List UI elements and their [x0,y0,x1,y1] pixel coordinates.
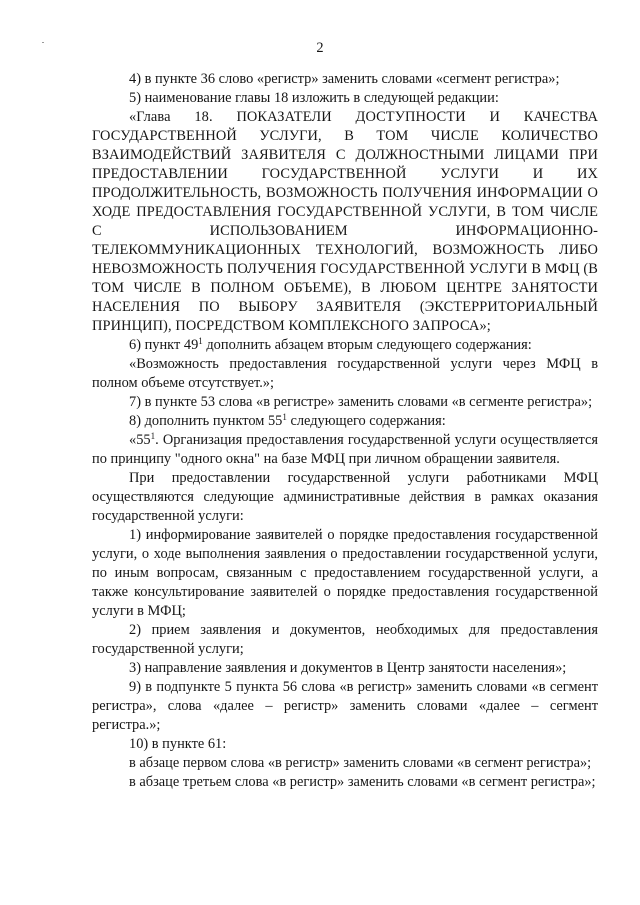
item-9: 9) в подпункте 5 пункта 56 слова «в регистр» заменить словами «в сегмент регистра», слова «далее – регистр» заменить словами «далее – сегмент регистра.»; [92,679,598,733]
item-8-quote: «$55^1$. Организация предоставления государственной услуги осуществляется по принципу "одного окна" на базе МФЦ при личном обращении заявителя. [92,431,598,467]
page-number: 2 [316,40,324,56]
action-1: 1) информирование заявителей о порядке предоставления государственной услуги, о ходе выполнения заявления о предоставлении государственной услуги, по иным вопросам, связанным с предоставлением государственной услуги, а также консультирование заявителей о порядке предоставления государственной услуги в МФЦ; [92,527,598,619]
chapter-18-heading: «Глава 18. ПОКАЗАТЕЛИ ДОСТУПНОСТИ И КАЧЕСТВА ГОСУДАРСТВЕННОЙ УСЛУГИ, В ТОМ ЧИСЛЕ КОЛИЧЕСТВО ВЗАИМОДЕЙСТВИЙ ЗАЯВИТЕЛЯ С ДОЛЖНОСТНЫМИ ЛИЦАМИ ПРИ ПРЕДОСТАВЛЕНИИ ГОСУДАРСТВЕННОЙ УСЛУГИ И ИХ ПРОДОЛЖИТЕЛЬНОСТЬ, ВОЗМОЖНОСТЬ ПОЛУЧЕНИЯ ИНФОРМАЦИИ О ХОДЕ ПРЕДОСТАВЛЕНИЯ ГОСУДАРСТВЕННОЙ УСЛУГИ, В ТОМ ЧИСЛЕ С ИСПОЛЬЗОВАНИЕМ ИНФОРМАЦИОННО-ТЕЛЕКОММУНИКАЦИОННЫХ ТЕХНОЛОГИЙ, ВОЗМОЖНОСТЬ ЛИБО НЕВОЗМОЖНОСТЬ ПОЛУЧЕНИЯ ГОСУДАРСТВЕННОЙ УСЛУГИ В МФЦ (В ТОМ ЧИСЛЕ В ПОЛНОМ ОБЪЕМЕ), В ЛЮБОМ ЦЕНТРЕ ЗАНЯТОСТИ НАСЕЛЕНИЯ ПО ВЫБОРУ ЗАЯВИТЕЛЯ (ЭКСТЕРРИТОРИАЛЬНЫЙ ПРИНЦИП), ПОСРЕДСТВОМ КОМПЛЕКСНОГО ЗАПРОСА»; [92,109,598,334]
item-10-a: в абзаце первом слова «в регистр» заменить словами «в сегмент регистра»; [129,755,592,771]
action-3: 3) направление заявления и документов в Центр занятости населения»; [129,660,567,676]
item-5: 5) наименование главы 18 изложить в следующей редакции: [129,90,499,106]
item-8-par-2: При предоставлении государственной услуги работниками МФЦ осуществляются следующие административные действия в рамках оказания государственной услуги: [92,470,598,524]
item-6: 6) пункт $49^1$ дополнить абзацем вторым следующего содержания: [129,336,532,353]
item-6-quote: «Возможность предоставления государственной услуги через МФЦ в полном объеме отсутствует.»; [92,356,598,391]
item-10-b: в абзаце третьем слова «в регистр» заменить словами «в сегмент регистра»; [129,774,596,790]
item-7: 7) в пункте 53 слова «в регистре» заменить словами «в сегменте регистра»; [129,394,593,410]
action-2: 2) прием заявления и документов, необходимых для предоставления государственной услуги; [92,622,598,657]
item-8: 8) дополнить пунктом $55^1$ следующего содержания: [129,412,446,429]
document-body [92,70,598,792]
item-10: 10) в пункте 61: [129,736,227,752]
item-4: 4) в пункте 36 слово «регистр» заменить словами «сегмент регистра»; [129,71,560,87]
